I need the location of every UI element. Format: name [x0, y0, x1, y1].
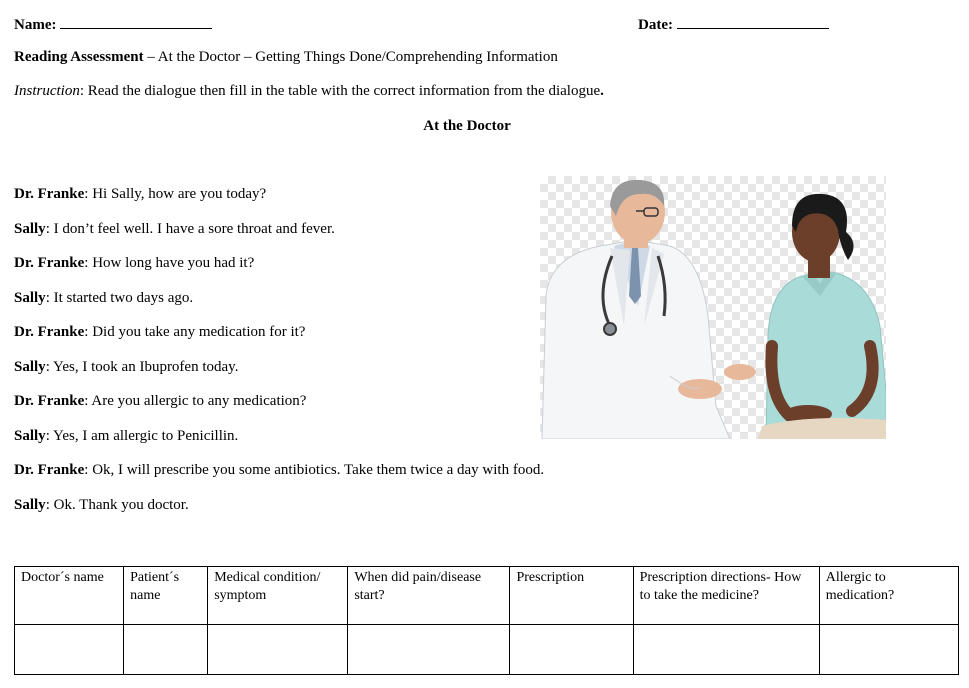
utterance: : Are you allergic to any medication? [84, 393, 307, 409]
header-cell-start-time: When did pain/disease start? [348, 567, 510, 625]
dialogue-line [14, 324, 305, 341]
header-cell-patient-name: Patient´s name [124, 567, 208, 625]
date-field [638, 14, 829, 34]
dialogue-line [14, 290, 193, 307]
doctor-patient-illustration [540, 176, 886, 439]
answer-cell-prescription[interactable] [510, 625, 633, 675]
utterance: : How long have you had it? [84, 255, 255, 271]
doctor-figure [542, 180, 756, 439]
dialogue-line [14, 255, 254, 272]
assessment-title-bold: Reading Assessment [14, 49, 144, 65]
assessment-title-rest: – At the Doctor – Getting Things Done/Comprehending Information [143, 49, 558, 65]
table-answer-row [15, 625, 959, 675]
header-cell-prescription: Prescription [510, 567, 633, 625]
utterance: : Yes, I took an Ibuprofen today. [45, 359, 239, 375]
header-cell-allergy: Allergic to medication? [819, 567, 958, 625]
name-field [14, 14, 212, 34]
date-label: Date: [638, 17, 673, 33]
header-cell-medical-condition: Medical condition/ symptom [208, 567, 348, 625]
answer-cell-prescription-directions[interactable] [633, 625, 819, 675]
speaker: Sally [14, 497, 46, 513]
utterance: : Did you take any medication for it? [84, 324, 306, 340]
assessment-title [14, 49, 558, 66]
dialogue-line [14, 497, 189, 514]
speaker: Sally [14, 359, 46, 375]
dialogue-line [14, 221, 335, 238]
dialogue-line [14, 462, 544, 479]
answer-cell-allergy[interactable] [819, 625, 958, 675]
dialogue-line [14, 186, 266, 203]
speaker: Sally [14, 428, 46, 444]
speaker: Dr. Franke [14, 186, 85, 202]
speaker: Dr. Franke [14, 324, 85, 340]
answer-cell-start-time[interactable] [348, 625, 510, 675]
dialogue-line [14, 359, 238, 376]
table-header-row [15, 567, 959, 625]
speaker: Sally [14, 221, 46, 237]
utterance: : It started two days ago. [45, 290, 194, 306]
patient-figure [758, 194, 886, 439]
dialogue-heading: At the Doctor [423, 118, 511, 134]
speaker: Dr. Franke [14, 462, 85, 478]
instruction-text: : Read the dialogue then fill in the table with the correct information from the dialogue [79, 83, 601, 99]
utterance: : Ok. Thank you doctor. [45, 497, 189, 513]
answer-cell-doctor-name[interactable] [15, 625, 124, 675]
dialogue-line [14, 393, 306, 410]
speaker: Dr. Franke [14, 255, 85, 271]
doctor-patient-photo [540, 176, 886, 439]
utterance: : Ok, I will prescribe you some antibiotics. Take them twice a day with food. [84, 462, 545, 478]
utterance: : Yes, I am allergic to Penicillin. [45, 428, 239, 444]
instruction-label: Instruction [14, 83, 80, 99]
header-cell-doctor-name: Doctor´s name [15, 567, 124, 625]
utterance: : Hi Sally, how are you today? [84, 186, 267, 202]
name-label: Name: [14, 17, 57, 33]
answer-cell-patient-name[interactable] [124, 625, 208, 675]
dialogue-line [14, 428, 238, 445]
utterance: : I don’t feel well. I have a sore throat and fever. [45, 221, 335, 237]
instruction-line [14, 83, 604, 100]
answer-cell-medical-condition[interactable] [208, 625, 348, 675]
instruction-period: . [600, 83, 604, 99]
date-blank-line[interactable] [677, 14, 829, 29]
speaker: Dr. Franke [14, 393, 85, 409]
name-blank-line[interactable] [60, 14, 212, 29]
info-table [14, 566, 959, 675]
header-cell-prescription-directions: Prescription directions- How to take the medicine? [633, 567, 819, 625]
speaker: Sally [14, 290, 46, 306]
